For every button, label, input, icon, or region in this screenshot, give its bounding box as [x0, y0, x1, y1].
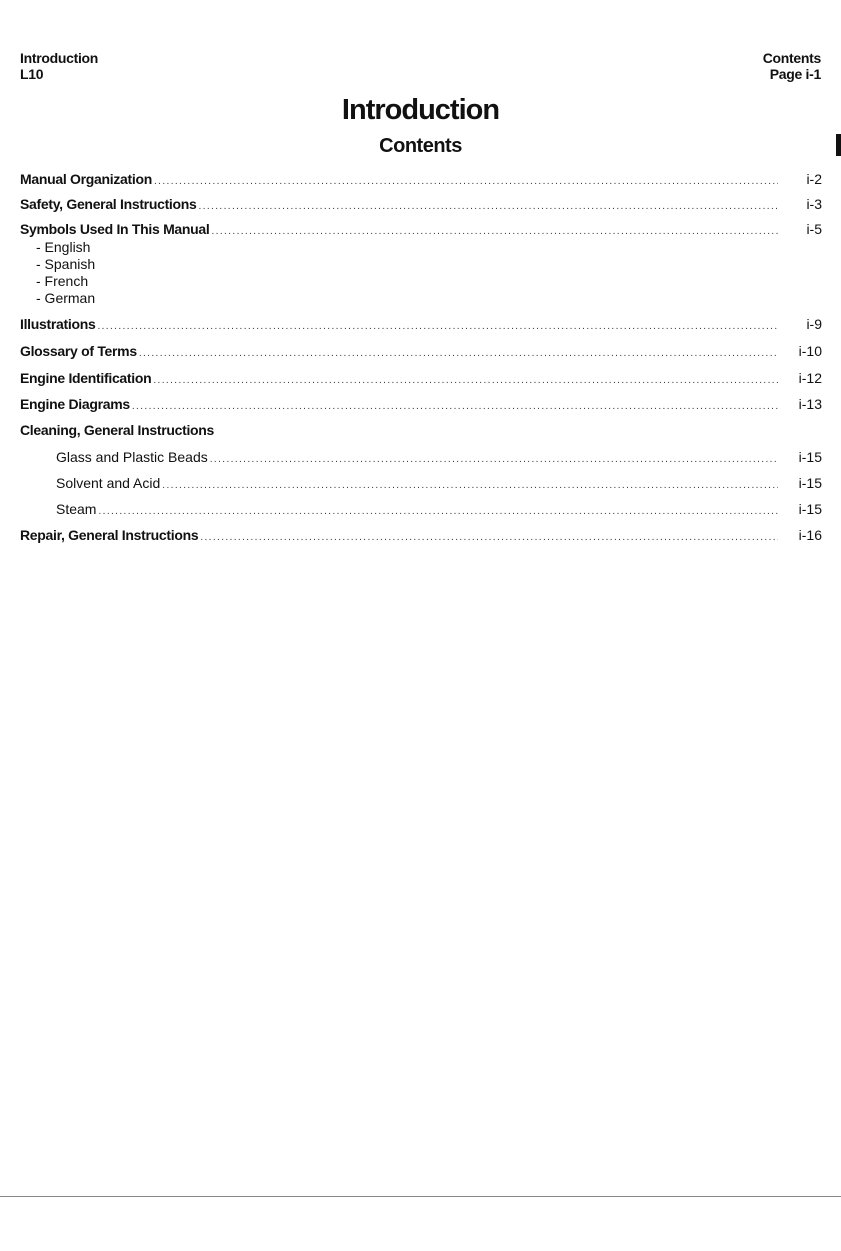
dot-leader [153, 372, 778, 390]
toc-label: Manual Organization [20, 171, 152, 187]
toc-entry[interactable] [20, 342, 822, 363]
toc-label: Steam [56, 501, 97, 517]
running-header-right [763, 50, 821, 82]
dot-leader [154, 173, 778, 191]
toc-entry[interactable] [20, 170, 822, 191]
dot-leader [210, 451, 778, 469]
section-tab-marker [836, 134, 841, 156]
toc-page: i-2 [806, 171, 822, 187]
language-item: - English [36, 239, 91, 255]
toc-entry[interactable] [20, 395, 822, 416]
toc-entry[interactable] [20, 369, 822, 390]
toc-label: Engine Diagrams [20, 396, 130, 412]
toc-entry[interactable] [56, 500, 822, 521]
dot-leader [98, 503, 778, 521]
toc-label: Glass and Plastic Beads [56, 449, 208, 465]
toc-label: Cleaning, General Instructions [20, 422, 215, 438]
toc-section-heading [20, 421, 822, 439]
toc-entry[interactable] [20, 195, 822, 216]
section-name: Introduction [20, 50, 99, 66]
toc-page: i-5 [806, 221, 822, 237]
header-contents-label: Contents [762, 50, 821, 66]
page-title: Introduction [341, 94, 500, 126]
running-header-left [20, 50, 98, 82]
dot-leader [132, 398, 778, 416]
toc-page: i-3 [806, 196, 822, 212]
toc-label: Glossary of Terms [20, 343, 137, 359]
toc-entry[interactable] [20, 315, 822, 336]
toc-page: i-15 [798, 501, 822, 517]
toc-entry[interactable] [56, 448, 822, 469]
toc-page: i-15 [798, 449, 822, 465]
toc-page: i-16 [798, 527, 822, 543]
toc-label: Engine Identification [20, 370, 152, 386]
dot-leader [212, 223, 779, 241]
toc-label: Solvent and Acid [56, 475, 161, 491]
toc-page: i-9 [806, 316, 822, 332]
toc-label: Symbols Used In This Manual [20, 221, 210, 237]
language-item: - German [36, 290, 96, 306]
toc-label: Repair, General Instructions [20, 527, 199, 543]
dot-leader [97, 318, 778, 336]
toc-page: i-15 [798, 475, 822, 491]
page-number: Page i-1 [769, 66, 821, 82]
toc-entry[interactable] [56, 474, 822, 495]
dot-leader [162, 477, 778, 495]
toc-page: i-12 [798, 370, 822, 386]
page-subtitle: Contents [379, 135, 462, 157]
engine-model: L10 [20, 66, 44, 82]
dot-leader [200, 529, 778, 547]
toc-entry[interactable] [20, 220, 822, 241]
toc-entry[interactable] [20, 526, 822, 547]
dot-leader [199, 198, 778, 216]
dot-leader [139, 345, 778, 363]
page-bottom-rule [0, 1196, 841, 1197]
toc-page: i-13 [798, 396, 822, 412]
toc-page: i-10 [798, 343, 822, 359]
language-item: - French [36, 273, 89, 289]
toc-label: Safety, General Instructions [20, 196, 197, 212]
toc-label: Illustrations [20, 316, 96, 332]
language-item: - Spanish [36, 256, 96, 272]
